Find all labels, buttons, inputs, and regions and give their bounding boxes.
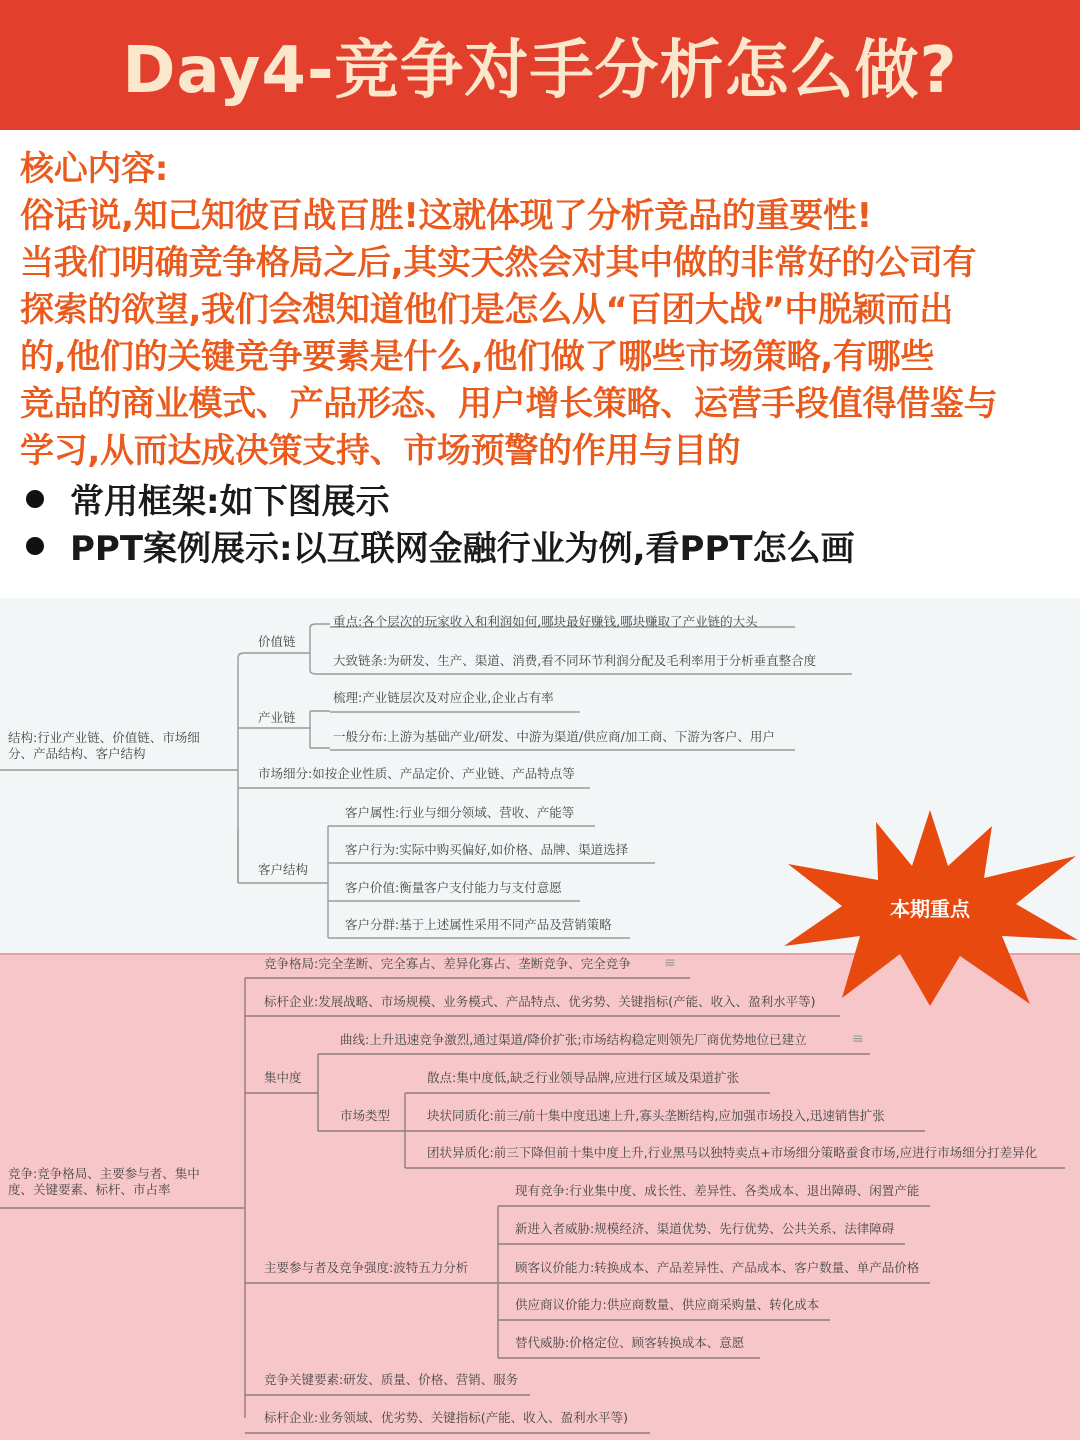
bullet-dot-icon — [26, 537, 44, 555]
node-benchmark: 标杆企业:发展战略、市场规模、业务模式、产品特点、优劣势、关键指标(产能、收入、盈利水平等) — [264, 994, 816, 1009]
node-market-type: 市场类型 — [340, 1108, 391, 1123]
node-landscape: 竞争格局:完全垄断、完全寡占、差异化寡占、垄断竞争、完全竞争 — [264, 956, 631, 971]
intro-line: 的,他们的关键竞争要素是什么,他们做了哪些市场策略,有哪些 — [20, 337, 935, 377]
node-concentration: 集中度 — [264, 1070, 302, 1085]
mind-map-root-competition: 竞争:竞争格局、主要参与者、集中度、关键要素、标杆、市占率 — [8, 1166, 200, 1197]
node-customer-item: 客户分群:基于上述属性采用不同产品及营销策略 — [345, 917, 612, 932]
node-market-type-item: 散点:集中度低,缺乏行业领导品牌,应进行区域及渠道扩张 — [427, 1070, 740, 1085]
bullet-text: 常用框架:如下图展示 — [70, 482, 390, 522]
node-benchmark: 标杆企业:业务领域、优劣势、关键指标(产能、收入、盈利水平等) — [264, 1410, 628, 1425]
note-icon: ≡ — [852, 1031, 864, 1047]
intro-line: 竞品的商业模式、产品形态、用户增长策略、运营手段值得借鉴与 — [20, 384, 998, 424]
node-industry-chain: 产业链 — [258, 710, 296, 725]
node-key-factors: 竞争关键要素:研发、质量、价格、营销、服务 — [264, 1372, 519, 1387]
node-customer-item: 客户价值:衡量客户支付能力与支付意愿 — [345, 880, 562, 895]
node-customer-item: 客户行为:实际中购买偏好,如价格、品牌、渠道选择 — [345, 842, 629, 857]
node-market-segment: 市场细分:如按企业性质、产品定价、产业链、产品特点等 — [258, 766, 575, 781]
highlight-label: 本期重点 — [890, 897, 970, 921]
intro-line: 探索的欲望,我们会想知道他们是怎么从“百团大战”中脱颖而出 — [20, 290, 953, 330]
node-value-chain: 价值链 — [258, 634, 296, 649]
intro-line: 俗话说,知己知彼百战百胜!这就体现了分析竞品的重要性! — [20, 196, 872, 236]
node-concentration-curve: 曲线:上升迅速竞争激烈,通过渠道/降价扩张;市场结构稳定则领先厂商优势地位已建立 — [340, 1032, 807, 1047]
node-customer-item: 客户属性:行业与细分领域、营收、产能等 — [345, 805, 575, 820]
mind-map-connectors — [0, 598, 1080, 1440]
node-five-forces-item: 新进入者威胁:规模经济、渠道优势、先行优势、公共关系、法律障碍 — [515, 1221, 895, 1236]
node-value-chain-item: 大致链条:为研发、生产、渠道、消费,看不同环节利润分配及毛利率用于分析垂直整合度 — [333, 653, 817, 668]
intro-line: 当我们明确竞争格局之后,其实天然会对其中做的非常好的公司有 — [20, 243, 977, 283]
node-market-type-item: 团状异质化:前三下降但前十集中度上升,行业黑马以独特卖点+市场细分策略蚕食市场,应进行市场细分打差异化 — [427, 1145, 1038, 1160]
mind-map-root-structure: 结构:行业产业链、价值链、市场细分、产品结构、客户结构 — [8, 730, 200, 761]
intro-text — [20, 146, 1065, 569]
node-market-type-item: 块状同质化:前三/前十集中度迅速上升,寡头垄断结构,应加强市场投入,迅速销售扩张 — [427, 1108, 885, 1123]
node-five-forces-item: 顾客议价能力:转换成本、产品差异性、产品成本、客户数量、单产品价格 — [515, 1260, 920, 1275]
node-five-forces: 主要参与者及竞争强度:波特五力分析 — [264, 1260, 469, 1275]
header-banner — [0, 0, 1080, 130]
intro-line: 学习,从而达成决策支持、市场预警的作用与目的 — [20, 431, 741, 471]
node-value-chain-item: 重点:各个层次的玩家收入和利润如何,哪块最好赚钱,哪块赚取了产业链的大头 — [333, 614, 758, 629]
node-customer-structure: 客户结构 — [258, 862, 309, 877]
bullet-text: PPT案例展示:以互联网金融行业为例,看PPT怎么画 — [70, 529, 855, 569]
bullet-item — [20, 475, 1065, 522]
bullet-dot-icon — [26, 490, 44, 508]
note-icon: ≡ — [664, 955, 676, 971]
node-five-forces-item: 替代威胁:价格定位、顾客转换成本、意愿 — [515, 1335, 745, 1350]
page-title: Day4-竞争对手分析怎么做? — [122, 34, 958, 108]
node-five-forces-item: 供应商议价能力:供应商数量、供应商采购量、转化成本 — [515, 1297, 820, 1312]
bullet-item — [20, 522, 1065, 569]
node-five-forces-item: 现有竞争:行业集中度、成长性、差异性、各类成本、退出障碍、闲置产能 — [515, 1183, 920, 1198]
node-industry-chain-item: 梳理:产业链层次及对应企业,企业占有率 — [333, 690, 554, 705]
mind-map — [0, 598, 1080, 1440]
node-industry-chain-item: 一般分布:上游为基础产业/研发、中游为渠道/供应商/加工商、下游为客户、用户 — [333, 729, 775, 744]
intro-line: 核心内容: — [20, 149, 169, 189]
